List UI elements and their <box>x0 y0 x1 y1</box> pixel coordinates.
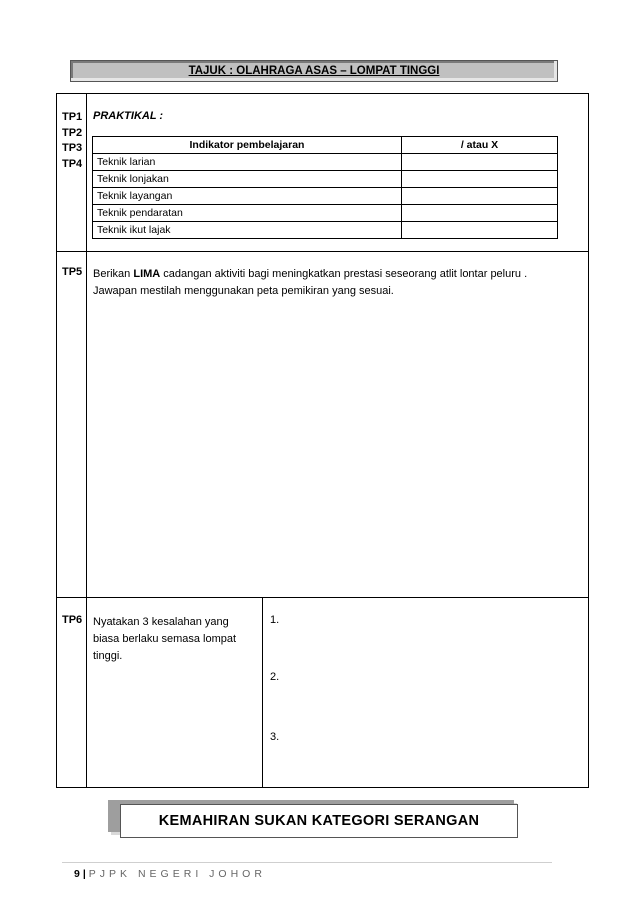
table-row <box>93 154 558 171</box>
checkbox-cell[interactable] <box>402 171 558 188</box>
tp5-text-after: cadangan aktiviti bagi meningkatkan prestasi seseorang atlit lontar peluru . Jawapan mestilah menggunakan peta pemikiran yang sesuai. <box>93 268 528 297</box>
checkbox-cell[interactable] <box>402 205 558 222</box>
checkbox-cell[interactable] <box>402 154 558 171</box>
table-row <box>93 171 558 188</box>
checkbox-cell[interactable] <box>402 222 558 239</box>
section-banner-text: KEMAHIRAN SUKAN KATEGORI SERANGAN <box>158 813 480 829</box>
tp6-question: Nyatakan 3 kesalahan yang biasa berlaku semasa lompat tinggi. <box>93 616 237 662</box>
page-title: TAJUK : OLAHRAGA ASAS – LOMPAT TINGGI <box>188 65 440 77</box>
table-cell: Teknik layangan <box>93 188 402 205</box>
answer-line-2[interactable]: 2. <box>270 671 280 683</box>
tp-level: TP1 <box>62 111 83 123</box>
table-cell: Teknik ikut lajak <box>93 222 402 239</box>
praktikal-label: PRAKTIKAL : <box>93 110 164 122</box>
table-header: / atau X <box>402 137 558 154</box>
table-row <box>93 205 558 222</box>
column-divider <box>86 93 87 787</box>
page-footer <box>74 868 266 880</box>
table-header-row <box>93 137 558 154</box>
section-banner <box>108 800 514 832</box>
answer-line-1[interactable]: 1. <box>270 614 280 626</box>
tp5-question <box>93 266 573 300</box>
tp-level-list <box>62 110 82 172</box>
footer-org: PJPK NEGERI JOHOR <box>88 868 266 880</box>
table-cell: Teknik lonjakan <box>93 171 402 188</box>
answer-column-divider <box>262 597 263 787</box>
checkbox-cell[interactable] <box>402 188 558 205</box>
tp-level: TP2 <box>62 126 83 139</box>
table-cell: Teknik larian <box>93 154 402 171</box>
tp5-label: TP5 <box>62 266 83 278</box>
tp-level: TP3 <box>62 142 83 154</box>
section-banner-inner <box>120 804 518 838</box>
tp6-label: TP6 <box>62 614 83 626</box>
tp5-text-before: Berikan <box>93 268 134 280</box>
row-divider-1 <box>56 251 588 252</box>
page-title-bar <box>70 60 558 82</box>
indicator-table <box>92 136 558 239</box>
table-row <box>93 222 558 239</box>
footer-separator: | <box>82 868 86 880</box>
page-number: 9 <box>74 868 80 880</box>
table-header: Indikator pembelajaran <box>93 137 402 154</box>
tp5-text-bold: LIMA <box>133 268 161 280</box>
row-divider-2 <box>56 597 588 598</box>
footer-divider <box>62 862 552 863</box>
tp-level: TP4 <box>62 157 83 170</box>
answer-line-3[interactable]: 3. <box>270 731 280 743</box>
table-row <box>93 188 558 205</box>
table-cell: Teknik pendaratan <box>93 205 402 222</box>
